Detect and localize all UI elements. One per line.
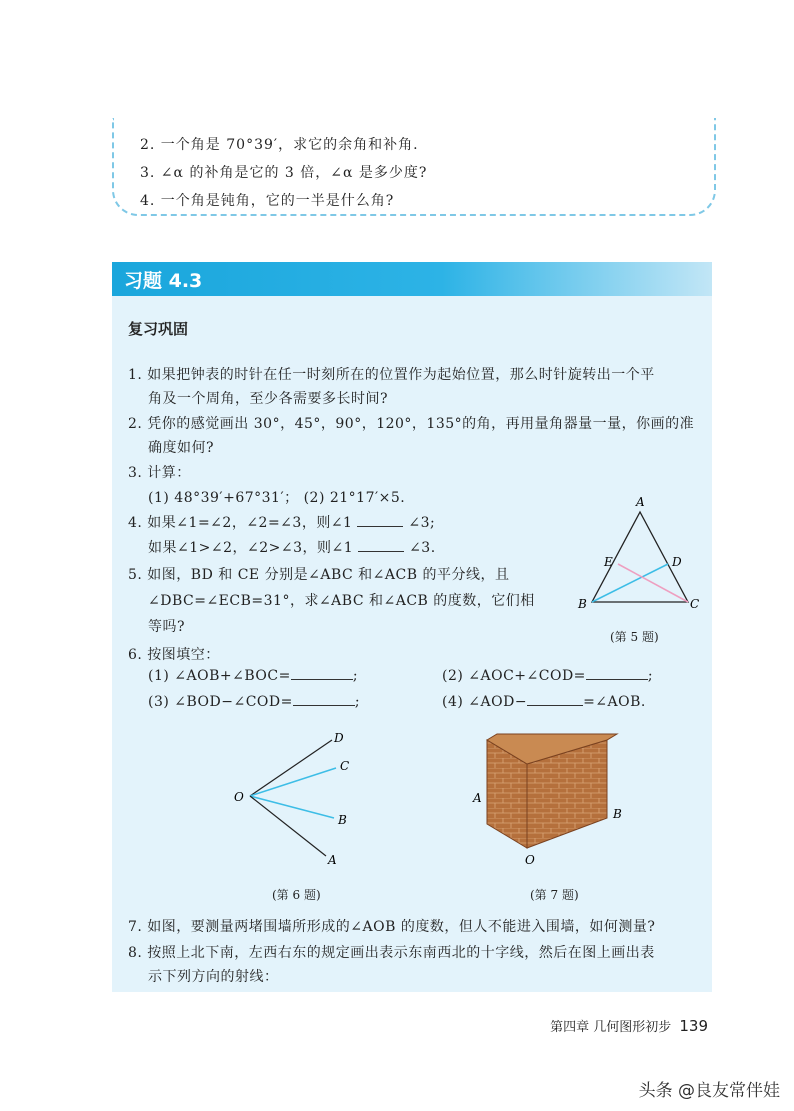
figure-5-triangle [572,494,702,614]
question-3-label: 3. 计算： [128,465,191,481]
question-1-line-2: 角及一个周角，至少各需要多长时间? [148,391,389,407]
ray-oa [250,796,326,856]
section-heading: 复习巩固 [128,320,189,338]
practice-box [112,118,716,216]
label-d: D [334,731,344,745]
question-6-part-1: (1) ∠AOB+∠BOC= ; [148,668,359,684]
label-d: D [672,555,682,569]
question-5-line-3: 等吗? [148,619,186,635]
label-o: O [234,790,244,804]
question-4-line-2 [148,537,436,557]
label-c: C [340,759,350,773]
figure-6-rays [222,730,372,880]
answer-blank[interactable] [586,679,648,680]
question-4-line-2-end: ∠3. [409,540,436,556]
question-4-line-2-text: 如果∠1>∠2，∠2>∠3，则∠1 [148,540,354,556]
figure-5-caption: (第 5 题) [610,630,659,644]
label-b: B [578,597,587,611]
question-6-part-4 [442,694,646,710]
question-8-line-2: 示下列方向的射线： [148,969,279,985]
question-6-part-2-text: (2) ∠AOC+∠COD= [442,668,586,684]
ray-od [250,740,332,796]
figure-7-brick-walls [467,728,637,868]
label-b: B [338,813,347,827]
source-credit: 头条 @良友常伴娃 [638,1081,780,1101]
question-6-part-3: (3) ∠BOD−∠COD= ; [148,694,361,710]
answer-blank[interactable] [293,705,355,706]
label-e: E [604,555,613,569]
answer-blank[interactable] [358,551,404,552]
question-6-part-3-text: (3) ∠BOD−∠COD= [148,694,293,710]
question-6-part-4-end: =∠AOB. [583,694,646,710]
practice-item-2: 2. 一个角是 70°39′，求它的余角和补角. [140,137,419,153]
question-3-line-1: (1) 48°39′+67°31′； (2) 21°17′×5. [148,490,406,506]
label-c: C [690,597,700,611]
label-o: O [525,853,535,867]
ray-oc [250,768,336,796]
page-footer [550,1016,708,1035]
page-number: 139 [679,1017,708,1035]
answer-blank[interactable] [527,705,583,706]
ray-ob [250,796,334,818]
question-7: 7. 如图，要测量两堵围墙所形成的∠AOB 的度数，但人不能进入围墙，如何测量? [128,919,656,935]
question-4-line-1-end: ∠3; [408,515,436,531]
answer-blank[interactable] [291,679,353,680]
practice-item-4: 4. 一个角是钝角，它的一半是什么角? [140,193,395,209]
figure-7-caption: (第 7 题) [530,888,579,902]
exercise-title: 习题 4.3 [124,270,203,292]
exercise-title-bar [112,262,712,296]
question-8-line-1: 8. 按照上北下南，左西右东的规定画出表示东南西北的十字线，然后在图上画出表 [128,945,655,961]
question-6-label: 6. 按图填空： [128,647,220,663]
question-2-line-2: 确度如何? [148,440,215,456]
question-5-line-1: 5. 如图，BD 和 CE 分别是∠ABC 和∠ACB 的平分线，且 [128,567,510,583]
question-5-line-2: ∠DBC=∠ECB=31°，求∠ABC 和∠ACB 的度数，它们相 [148,593,535,609]
question-6-part-1-text: (1) ∠AOB+∠BOC= [148,668,291,684]
label-a: A [473,791,482,805]
exercise-panel [112,262,712,992]
practice-item-3: 3. ∠α 的补角是它的 3 倍，∠α 是多少度? [140,165,428,181]
question-1-line-1: 1. 如果把钟表的时针在任一时刻所在的位置作为起始位置，那么时针旋转出一个平 [128,367,655,383]
question-2-line-1: 2. 凭你的感觉画出 30°，45°，90°，120°，135°的角，再用量角器量一量，你画的准 [128,416,695,432]
question-6-part-2: (2) ∠AOC+∠COD= ; [442,668,654,684]
question-6-part-4-text: (4) ∠AOD− [442,694,528,710]
figure-6-caption: (第 6 题) [272,888,321,902]
label-b: B [613,807,622,821]
answer-blank[interactable] [357,526,403,527]
label-a: A [636,495,645,509]
label-a: A [328,853,337,867]
question-4-line-1 [128,512,435,532]
chapter-title: 第四章 几何图形初步 [550,1020,672,1035]
question-4-line-1-text: 4. 如果∠1=∠2，∠2=∠3，则∠1 [128,515,353,531]
